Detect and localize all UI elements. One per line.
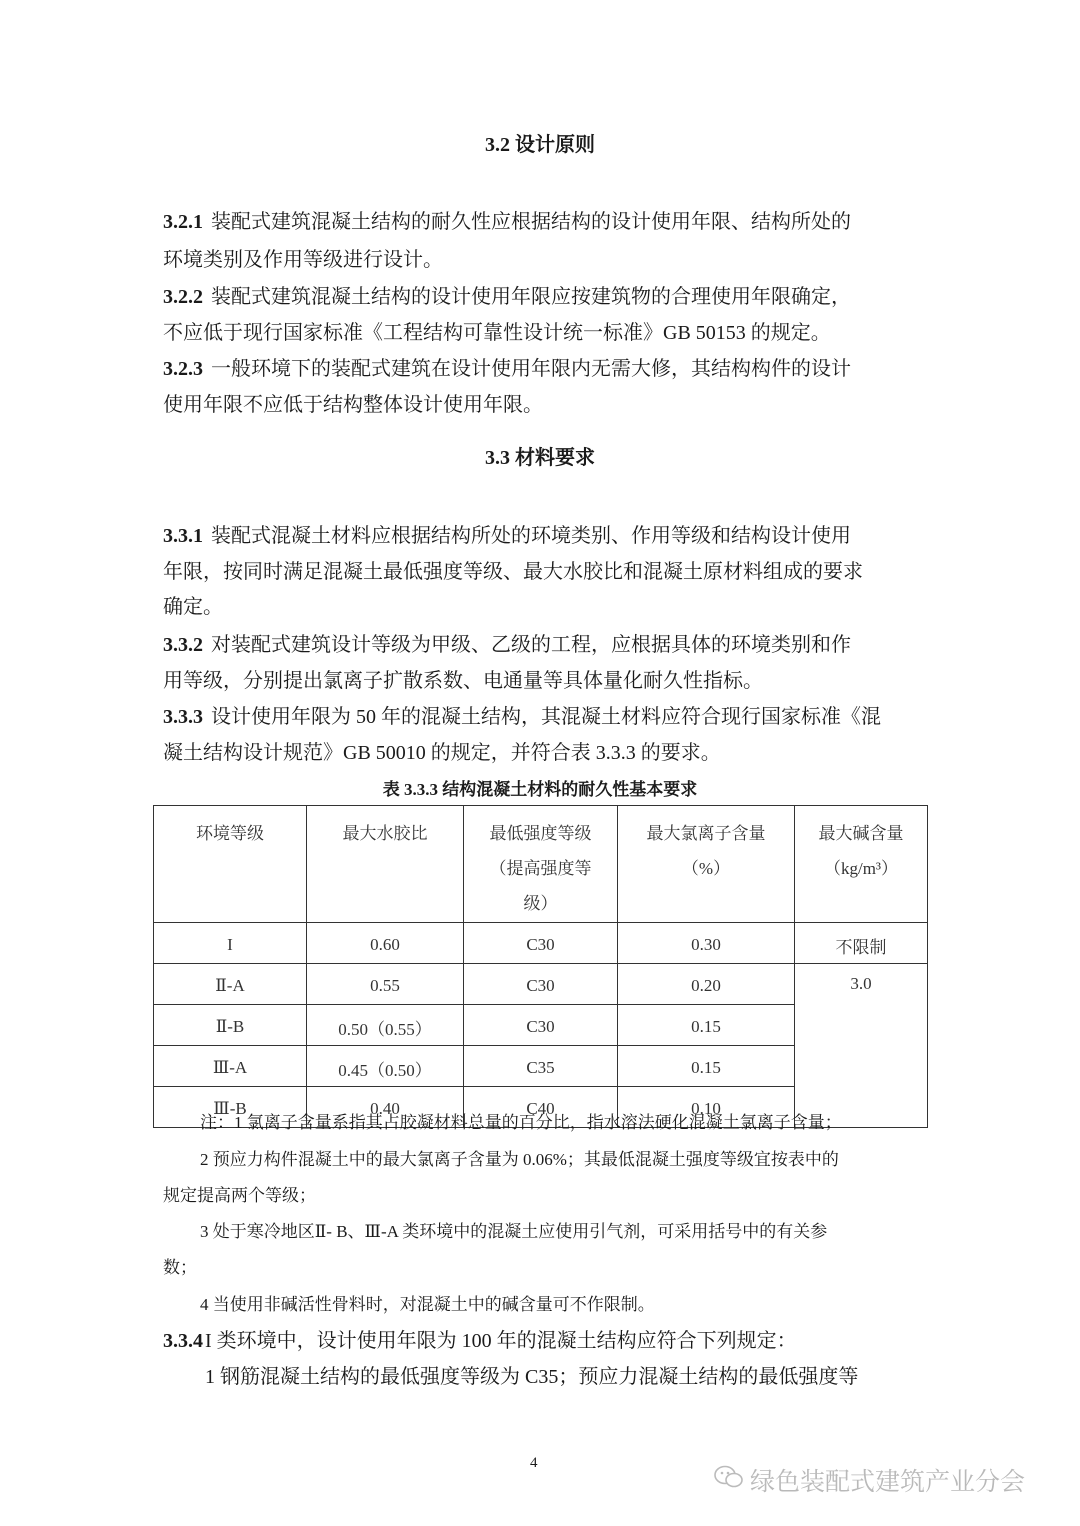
cell: 0.40 bbox=[307, 1087, 464, 1128]
cell: Ⅱ-B bbox=[154, 1005, 307, 1046]
para-3-3-2-line bbox=[163, 633, 851, 657]
cell: Ⅲ-A bbox=[154, 1046, 307, 1087]
clause-number: 3.2.3 bbox=[163, 358, 203, 380]
cell: Ⅲ-B bbox=[154, 1087, 307, 1128]
cell: 0.60 bbox=[307, 923, 464, 964]
table-caption: 表 3.3.3 结构混凝土材料的耐久性基本要求 bbox=[382, 780, 698, 799]
clause-number: 3.3.4 bbox=[163, 1330, 203, 1352]
para-3-3-1-line bbox=[163, 524, 851, 548]
table-note: 4 当使用非碱活性骨料时，对混凝土中的碱含量可不作限制。 bbox=[200, 1295, 655, 1314]
header-cell bbox=[795, 806, 928, 923]
text: 对装配式建筑设计等级为甲级、乙级的工程，应根据具体的环境类别和作 bbox=[211, 634, 851, 656]
para-3-3-4-line bbox=[163, 1329, 797, 1353]
header-text: 最大碱含量 bbox=[818, 824, 904, 843]
para-3-2-2-line: 不应低于现行国家标准《工程结构可靠性设计统一标准》GB 50153 的规定。 bbox=[163, 322, 831, 344]
cell: C30 bbox=[464, 923, 618, 964]
header-text: 最大氯离子含量 bbox=[646, 824, 766, 843]
header-cell bbox=[307, 806, 464, 923]
para-3-3-4-item: 1 钢筋混凝土结构的最低强度等级为 C35；预应力混凝土结构的最低强度等 bbox=[205, 1366, 859, 1388]
para-3-3-2-line: 用等级，分别提出氯离子扩散系数、电通量等具体量化耐久性指标。 bbox=[163, 670, 763, 692]
watermark bbox=[714, 1462, 1025, 1498]
page-number: 4 bbox=[530, 1455, 538, 1471]
header-text: （提高强度等 bbox=[489, 859, 592, 878]
clause-number: 3.3.3 bbox=[163, 706, 203, 728]
para-3-2-1-line bbox=[163, 210, 851, 234]
cell: C35 bbox=[464, 1046, 618, 1087]
section-title-3-2: 3.2 设计原则 bbox=[485, 134, 595, 156]
para-3-3-3-line bbox=[163, 705, 881, 729]
para-3-3-1-line: 确定。 bbox=[163, 596, 223, 618]
wechat-icon bbox=[714, 1464, 744, 1496]
para-3-2-3-line bbox=[163, 357, 851, 381]
table-note: 3 处于寒冷地区Ⅱ- B、Ⅲ-A 类环境中的混凝土应使用引气剂，可采用括号中的有关参 bbox=[200, 1222, 828, 1241]
header-text: （kg/m³） bbox=[823, 859, 899, 878]
cell: Ⅱ-A bbox=[154, 964, 307, 1005]
cell: 0.55 bbox=[307, 964, 464, 1005]
section-title-3-3: 3.3 材料要求 bbox=[485, 447, 595, 469]
cell: 0.15 bbox=[618, 1005, 795, 1046]
header-text: 级） bbox=[523, 894, 558, 913]
cell: 0.15 bbox=[618, 1046, 795, 1087]
table-note: 2 预应力构件混凝土中的最大氯离子含量为 0.06%；其最低混凝土强度等级宜按表中的 bbox=[200, 1150, 839, 1169]
cell: C30 bbox=[464, 1005, 618, 1046]
para-3-3-1-line: 年限，按同时满足混凝土最低强度等级、最大水胶比和混凝土原材料组成的要求 bbox=[163, 561, 863, 583]
cell: 3.0 bbox=[795, 964, 928, 1128]
table-note: 规定提高两个等级； bbox=[163, 1186, 316, 1205]
text: 装配式建筑混凝土结构的设计使用年限应按建筑物的合理使用年限确定， bbox=[211, 286, 851, 308]
table-note: 注：1 氯离子含量系指其占胶凝材料总量的百分比，指水溶法硬化混凝土氯离子含量； bbox=[200, 1113, 842, 1132]
clause-number: 3.2.2 bbox=[163, 286, 203, 308]
header-text: 环境等级 bbox=[196, 824, 264, 843]
watermark-text: 绿色装配式建筑产业分会 bbox=[750, 1467, 1026, 1496]
table-note: 数； bbox=[163, 1258, 197, 1277]
header-cell bbox=[464, 806, 618, 923]
para-3-2-2-line bbox=[163, 285, 851, 309]
header-text: 最低强度等级 bbox=[489, 824, 592, 843]
table-row bbox=[154, 964, 928, 1005]
clause-number: 3.2.1 bbox=[163, 211, 203, 233]
cell: 0.50（0.55） bbox=[307, 1005, 464, 1046]
cell: C40 bbox=[464, 1087, 618, 1128]
cell: 0.45（0.50） bbox=[307, 1046, 464, 1087]
cell: 不限制 bbox=[795, 923, 928, 964]
table-row bbox=[154, 923, 928, 964]
cell: I bbox=[154, 923, 307, 964]
text: 装配式建筑混凝土结构的耐久性应根据结构的设计使用年限、结构所处的 bbox=[211, 211, 851, 233]
cell: 0.30 bbox=[618, 923, 795, 964]
cell: C30 bbox=[464, 964, 618, 1005]
durability-table bbox=[153, 805, 928, 1128]
cell: 0.10 bbox=[618, 1087, 795, 1128]
text: 设计使用年限为 50 年的混凝土结构，其混凝土材料应符合现行国家标准《混 bbox=[211, 706, 881, 728]
text: 一般环境下的装配式建筑在设计使用年限内无需大修，其结构构件的设计 bbox=[211, 358, 851, 380]
table-header-row bbox=[154, 806, 928, 923]
clause-number: 3.3.1 bbox=[163, 525, 203, 547]
text: 装配式混凝土材料应根据结构所处的环境类别、作用等级和结构设计使用 bbox=[211, 525, 851, 547]
header-text: （%） bbox=[681, 859, 731, 878]
para-3-2-3-line: 使用年限不应低于结构整体设计使用年限。 bbox=[163, 394, 543, 416]
cell: 0.20 bbox=[618, 964, 795, 1005]
para-3-2-1-line: 环境类别及作用等级进行设计。 bbox=[163, 249, 443, 271]
clause-number: 3.3.2 bbox=[163, 634, 203, 656]
header-cell bbox=[154, 806, 307, 923]
para-3-3-3-line: 凝土结构设计规范》GB 50010 的规定，并符合表 3.3.3 的要求。 bbox=[163, 742, 721, 764]
header-text: 最大水胶比 bbox=[342, 824, 428, 843]
header-cell bbox=[618, 806, 795, 923]
text: I 类环境中，设计使用年限为 100 年的混凝土结构应符合下列规定： bbox=[205, 1330, 797, 1352]
